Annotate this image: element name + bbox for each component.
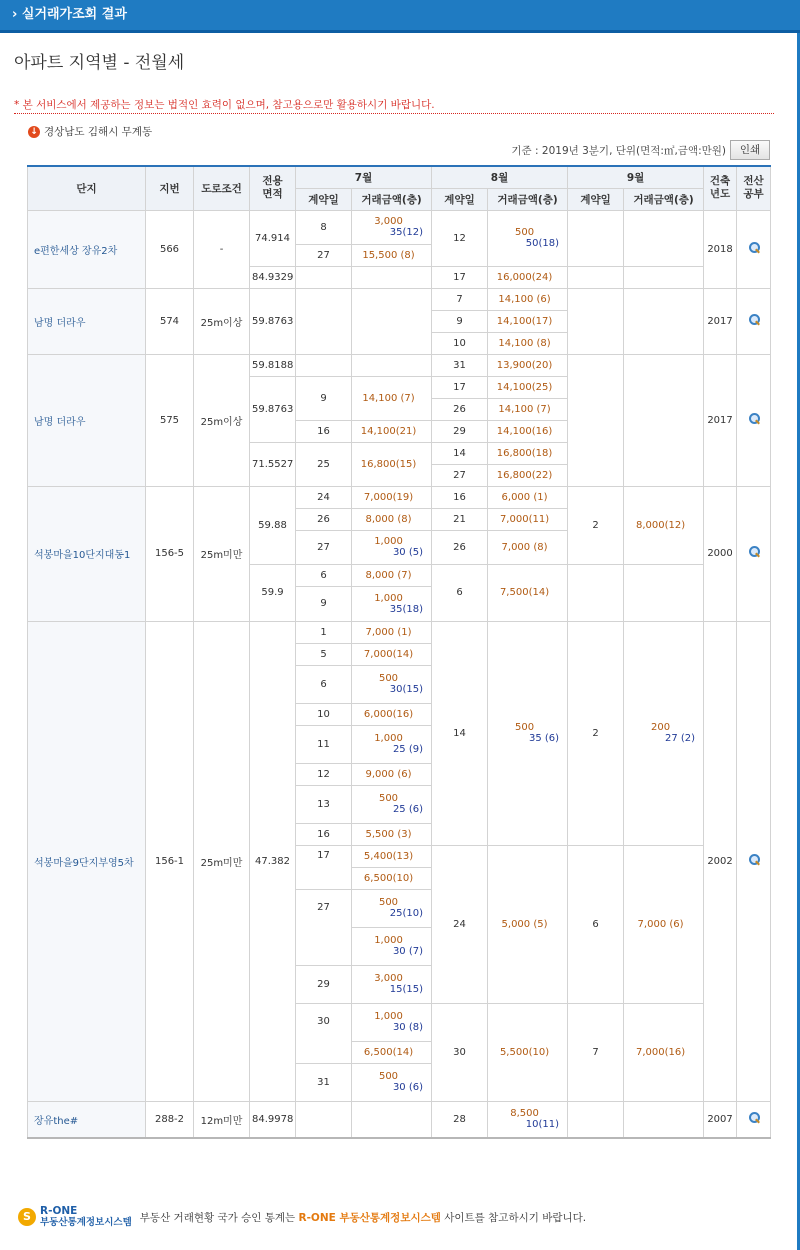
contract-day: 26 — [432, 530, 488, 564]
area: 84.9329 — [250, 266, 296, 288]
contract-day: 6 — [568, 845, 624, 1003]
contract-day: 9 — [296, 586, 352, 621]
contract-day: 9 — [432, 310, 488, 332]
disclaimer-notice: * 본 서비스에서 제공하는 정보는 법적인 효력이 없으며, 참고용으로만 활용하시기 바랍니다. — [14, 99, 435, 111]
contract-day: 6 — [296, 665, 352, 703]
search-icon[interactable] — [748, 314, 760, 326]
amount — [352, 266, 432, 288]
search-icon[interactable] — [748, 854, 760, 866]
contract-day: 27 — [432, 464, 488, 486]
amount: 7,000 (8) — [488, 530, 568, 564]
contract-day: 16 — [296, 823, 352, 845]
amount: 16,800(22) — [488, 464, 568, 486]
amount — [624, 288, 704, 354]
contract-day: 2 — [568, 621, 624, 845]
amount: 7,000 (6) — [624, 845, 704, 1003]
contract-day — [296, 1101, 352, 1138]
amount: 500 25 (6) — [352, 785, 432, 823]
contract-day — [568, 354, 624, 486]
amount — [624, 354, 704, 486]
built-year: 2017 — [704, 354, 737, 486]
location-text: 경상남도 김해시 무계동 — [44, 126, 153, 138]
built-year: 2000 — [704, 486, 737, 621]
amount — [624, 564, 704, 621]
amount: 1,000 30 (5) — [352, 530, 432, 564]
area: 59.88 — [250, 486, 296, 564]
contract-day: 26 — [432, 398, 488, 420]
road-condition: 25m미만 — [194, 486, 250, 621]
amount: 7,000 (1) — [352, 621, 432, 643]
contract-day: 16 — [296, 420, 352, 442]
contract-day — [568, 1101, 624, 1138]
divider — [14, 113, 774, 114]
area: 59.8763 — [250, 288, 296, 354]
area: 59.8188 — [250, 354, 296, 376]
amount: 3,000 35(12) — [352, 210, 432, 244]
amount: 14,100(21) — [352, 420, 432, 442]
lot-number: 566 — [146, 210, 194, 288]
ledger-cell[interactable] — [737, 210, 771, 288]
amount: 14,100(16) — [488, 420, 568, 442]
contract-day: 25 — [296, 442, 352, 486]
contract-day — [568, 266, 624, 288]
contract-day: 9 — [296, 376, 352, 420]
contract-day: 26 — [296, 508, 352, 530]
complex-name: 장유the# — [28, 1101, 146, 1138]
col-september: 9월 — [568, 166, 704, 188]
contract-day — [568, 564, 624, 621]
print-button[interactable]: 인쇄 — [730, 140, 770, 160]
amount — [352, 354, 432, 376]
contract-day: 17 — [432, 266, 488, 288]
footer-link[interactable]: R-ONE 부동산통계정보시스템 — [298, 1211, 441, 1224]
amount: 5,000 (5) — [488, 845, 568, 1003]
built-year: 2017 — [704, 288, 737, 354]
r-one-logo[interactable]: R-ONE 부동산통계정보시스템 — [40, 1205, 132, 1228]
amount: 500 50(18) — [488, 210, 568, 266]
col-august: 8월 — [432, 166, 568, 188]
area: 71.5527 — [250, 442, 296, 486]
amount: 1,000 35(18) — [352, 586, 432, 621]
col-amount: 거래금액(층) — [624, 188, 704, 210]
contract-day: 30 — [296, 1003, 352, 1063]
built-year: 2002 — [704, 621, 737, 1101]
lot-number: 574 — [146, 288, 194, 354]
contract-day: 1 — [296, 621, 352, 643]
contract-day: 17 — [432, 376, 488, 398]
built-year: 2007 — [704, 1101, 737, 1138]
amount: 15,500 (8) — [352, 244, 432, 266]
area: 47.382 — [250, 621, 296, 1101]
contract-day — [568, 210, 624, 266]
contract-day: 29 — [432, 420, 488, 442]
amount: 5,500 (3) — [352, 823, 432, 845]
amount: 6,000(16) — [352, 703, 432, 725]
amount: 1,000 25 (9) — [352, 725, 432, 763]
amount: 7,500(14) — [488, 564, 568, 621]
road-condition: 25m미만 — [194, 621, 250, 1101]
contract-day: 11 — [296, 725, 352, 763]
col-contract-day: 계약일 — [568, 188, 624, 210]
amount: 500 25(10) — [352, 889, 432, 927]
amount — [352, 288, 432, 354]
amount — [352, 1101, 432, 1138]
area: 59.8763 — [250, 376, 296, 442]
contract-day: 14 — [432, 621, 488, 845]
search-icon[interactable] — [748, 413, 760, 425]
complex-name: e편한세상 장유2차 — [28, 210, 146, 288]
amount: 5,500(10) — [488, 1003, 568, 1101]
contract-day — [296, 288, 352, 354]
contract-day: 27 — [296, 244, 352, 266]
ledger-cell[interactable] — [737, 621, 771, 1101]
amount: 1,000 30 (8) — [352, 1003, 432, 1041]
contract-day: 24 — [432, 845, 488, 1003]
amount: 16,800(15) — [352, 442, 432, 486]
contract-day: 27 — [296, 530, 352, 564]
contract-day — [296, 354, 352, 376]
page-title: 아파트 지역별 - 전월세 — [14, 53, 185, 73]
complex-name: 석봉마을10단지대동1 — [28, 486, 146, 621]
col-contract-day: 계약일 — [296, 188, 352, 210]
area: 59.9 — [250, 564, 296, 621]
area: 74.914 — [250, 210, 296, 266]
amount: 7,000(11) — [488, 508, 568, 530]
amount — [624, 1101, 704, 1138]
amount: 200 27 (2) — [624, 621, 704, 845]
lot-number: 575 — [146, 354, 194, 486]
contract-day: 17 — [296, 845, 352, 889]
amount — [624, 266, 704, 288]
contract-day: 2 — [568, 486, 624, 564]
r-one-logo-icon: S — [18, 1208, 36, 1226]
contract-day — [296, 266, 352, 288]
col-complex: 단지 — [28, 166, 146, 210]
amount: 8,000(12) — [624, 486, 704, 564]
road-condition: 25m이상 — [194, 354, 250, 486]
built-year: 2018 — [704, 210, 737, 288]
contract-day: 8 — [296, 210, 352, 244]
amount: 7,000(14) — [352, 643, 432, 665]
contract-day: 6 — [432, 564, 488, 621]
header-underline — [0, 30, 800, 33]
contract-day: 10 — [296, 703, 352, 725]
road-condition: 12m미만 — [194, 1101, 250, 1138]
amount: 14,100 (8) — [488, 332, 568, 354]
amount: 500 35 (6) — [488, 621, 568, 845]
search-icon[interactable] — [748, 546, 760, 558]
area: 84.9978 — [250, 1101, 296, 1138]
amount: 8,000 (8) — [352, 508, 432, 530]
footer — [18, 1206, 586, 1228]
road-condition: - — [194, 210, 250, 288]
ledger-cell[interactable] — [737, 486, 771, 621]
amount: 6,000 (1) — [488, 486, 568, 508]
complex-name: 남명 더라우 — [28, 288, 146, 354]
amount: 7,000(16) — [624, 1003, 704, 1101]
contract-day: 30 — [432, 1003, 488, 1101]
search-icon[interactable] — [748, 242, 760, 254]
amount: 1,000 30 (7) — [352, 927, 432, 965]
search-icon[interactable] — [748, 1112, 760, 1124]
lot-number: 156-1 — [146, 621, 194, 1101]
amount: 500 30 (6) — [352, 1063, 432, 1101]
unit-basis: 기준 : 2019년 3분기, 단위(면적:㎡,금액:만원) — [511, 145, 726, 157]
contract-day: 7 — [432, 288, 488, 310]
amount: 500 30(15) — [352, 665, 432, 703]
amount: 7,000(19) — [352, 486, 432, 508]
col-amount: 거래금액(층) — [488, 188, 568, 210]
ledger-cell[interactable] — [737, 288, 771, 354]
contract-day: 5 — [296, 643, 352, 665]
lot-number: 288-2 — [146, 1101, 194, 1138]
road-condition: 25m이상 — [194, 288, 250, 354]
ledger-cell[interactable] — [737, 354, 771, 486]
contract-day: 29 — [296, 965, 352, 1003]
amount: 9,000 (6) — [352, 763, 432, 785]
contract-day: 21 — [432, 508, 488, 530]
amount: 8,500 10(11) — [488, 1101, 568, 1138]
amount: 6,500(14) — [352, 1041, 432, 1063]
ledger-cell[interactable] — [737, 1101, 771, 1138]
contract-day: 28 — [432, 1101, 488, 1138]
amount: 16,800(18) — [488, 442, 568, 464]
contract-day: 7 — [568, 1003, 624, 1101]
amount: 14,100 (7) — [352, 376, 432, 420]
contract-day: 13 — [296, 785, 352, 823]
contract-day: 12 — [296, 763, 352, 785]
contract-day: 27 — [296, 889, 352, 965]
amount: 13,900(20) — [488, 354, 568, 376]
contract-day: 31 — [432, 354, 488, 376]
amount: 3,000 15(15) — [352, 965, 432, 1003]
amount: 14,100 (6) — [488, 288, 568, 310]
amount: 16,000(24) — [488, 266, 568, 288]
col-ledger: 전산 공부 — [737, 166, 771, 210]
contract-day: 10 — [432, 332, 488, 354]
results-table — [27, 165, 771, 1139]
contract-day: 6 — [296, 564, 352, 586]
footer-text: 부동산 거래현황 국가 승인 통계는 — [139, 1211, 299, 1224]
amount: 14,100(25) — [488, 376, 568, 398]
contract-day: 31 — [296, 1063, 352, 1101]
footer-text: 사이트를 참고하시기 바랍니다. — [440, 1211, 587, 1224]
contract-day — [568, 288, 624, 354]
complex-name: 남명 더라우 — [28, 354, 146, 486]
amount: 6,500(10) — [352, 867, 432, 889]
col-contract-day: 계약일 — [432, 188, 488, 210]
col-lot: 지번 — [146, 166, 194, 210]
page-header: › 실거래가조회 결과 — [0, 0, 800, 30]
amount: 8,000 (7) — [352, 564, 432, 586]
amount: 5,400(13) — [352, 845, 432, 867]
contract-day: 16 — [432, 486, 488, 508]
location-label — [28, 124, 152, 139]
col-area: 전용 면적 — [250, 166, 296, 210]
amount: 14,100 (7) — [488, 398, 568, 420]
col-road: 도로조건 — [194, 166, 250, 210]
col-built-year: 건축 년도 — [704, 166, 737, 210]
contract-day: 12 — [432, 210, 488, 266]
contract-day: 14 — [432, 442, 488, 464]
complex-name: 석봉마을9단지부영5차 — [28, 621, 146, 1101]
contract-day: 24 — [296, 486, 352, 508]
col-july: 7월 — [296, 166, 432, 188]
lot-number: 156-5 — [146, 486, 194, 621]
amount: 14,100(17) — [488, 310, 568, 332]
location-pin-icon: ↓ — [28, 126, 40, 138]
col-amount: 거래금액(층) — [352, 188, 432, 210]
amount — [624, 210, 704, 266]
